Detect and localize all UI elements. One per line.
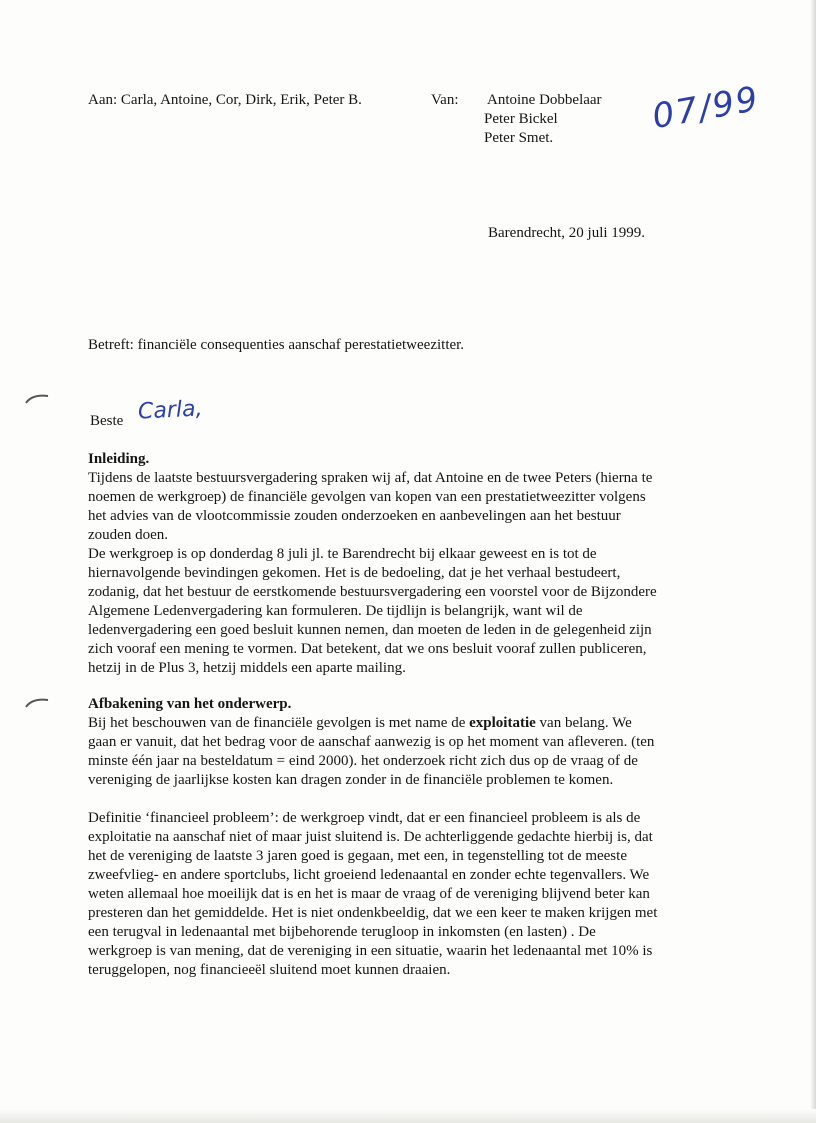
paragraph-line: presteren dan het gemiddelde. Het is niet ondenkbeeldig, dat we een keer te maken krijgen met <box>88 905 658 921</box>
page-edge-bottom <box>0 1109 816 1123</box>
emphasis-exploitatie: exploitatie <box>469 715 536 731</box>
sender-name-2: Peter Bickel <box>484 111 558 127</box>
paragraph-line: minste één jaar na besteldatum = eind 2000). het onderzoek richt zich dus op de vraag of de <box>88 753 638 769</box>
paragraph-line: zodanig, dat het bestuur de eerstkomende bestuursvergadering een voorstel voor de Bijzondere <box>88 584 657 600</box>
paragraph-line: Tijdens de laatste bestuursvergadering spraken wij af, dat Antoine en de twee Peters (hierna te <box>88 470 653 486</box>
paragraph-line: zouden doen. <box>88 527 168 543</box>
sender-name-1: Antoine Dobbelaar <box>487 92 602 108</box>
paragraph-line: De werkgroep is op donderdag 8 juli jl. te Barendrecht bij elkaar geweest en is tot de <box>88 546 597 562</box>
paragraph-line: ledenvergadering een goed besluit kunnen nemen, dan moeten de leden in de gelegenheid zijn <box>88 622 652 638</box>
paragraph-line: zweefvlieg- en andere sportclubs, licht groeiend ledenaantal en zonder echte tegenvallers. We <box>88 867 650 883</box>
paragraph-line: Definitie ‘financieel probleem’: de werkgroep vindt, dat er een financieel probleem is als de <box>88 810 641 826</box>
paragraph-line: teruggelopen, nog financieeël sluitend moet kunnen draaien. <box>88 962 451 978</box>
handwritten-reference: 07/99 <box>649 78 763 138</box>
punch-hole-top <box>24 392 50 406</box>
paragraph-line: het de vereniging de laatste 3 jaren goed is gegaan, met een, in tegenstelling tot de meeste <box>88 848 627 864</box>
paragraph-line: vereniging de jaarlijkse kosten kan dragen zonder in de financiële problemen te komen. <box>88 772 614 788</box>
paragraph-line: zich vooraf een mening te vormen. Dat betekent, dat we ons besluit vooraf zullen publiceren, <box>88 641 647 657</box>
salutation: Beste <box>90 413 124 429</box>
handwritten-recipient-name: Carla, <box>137 396 204 425</box>
date-line: Barendrecht, 20 juli 1999. <box>488 225 646 241</box>
section-heading: Afbakening van het onderwerp. <box>88 696 292 712</box>
paragraph-line <box>88 714 708 733</box>
punch-hole-bottom <box>24 696 50 710</box>
section-heading: Inleiding. <box>88 451 150 467</box>
paragraph-line: hetzij in de Plus 3, hetzij middels een aparte mailing. <box>88 660 406 676</box>
paragraph-line: exploitatie na aanschaf niet of maar juist sluitend is. De achterliggende gedachte hierbij is, dat <box>88 829 653 845</box>
section-inleiding <box>88 450 708 678</box>
text-run: van belang. We <box>535 715 632 731</box>
paragraph-line: weten allemaal hoe moeilijk dat is en het is maar de vraag of de vereniging blijvend beter kan <box>88 886 650 902</box>
subject-line: Betreft: financiële consequenties aanschaf perestatietweezitter. <box>88 337 465 353</box>
paragraph-spacer <box>88 790 708 809</box>
paragraph-line: het advies van de vlootcommissie zouden onderzoeken en aanbevelingen aan het bestuur <box>88 508 621 524</box>
paragraph-line: noemen de werkgroep) de financiële gevolgen van kopen van een prestatietweezitter volgens <box>88 489 646 505</box>
section-afbakening <box>88 695 708 980</box>
from-label: Van: <box>431 92 459 108</box>
page-edge-right <box>810 0 816 1123</box>
text-run: Bij het beschouwen van de financiële gevolgen is met name de <box>88 715 470 731</box>
paragraph-line: werkgroep is van mening, dat de vereniging in een situatie, waarin het ledenaantal met 10% is <box>88 943 653 959</box>
paragraph-line: gaan er vanuit, dat het bedrag voor de aanschaf aanwezig is op het moment van afleveren. (ten <box>88 734 655 750</box>
paragraph-line: hiernavolgende bevindingen gekomen. Het is de bedoeling, dat je het verhaal bestudeert, <box>88 565 621 581</box>
sender-name-3: Peter Smet. <box>484 130 554 146</box>
paragraph-line: een terugval in ledenaantal met bijbehorende terugloop in inkomsten (en lasten) . De <box>88 924 596 940</box>
recipients-line: Aan: Carla, Antoine, Cor, Dirk, Erik, Peter B. <box>88 92 362 108</box>
paragraph-line: Algemene Ledenvergadering kan formuleren. De tijdlijn is belangrijk, want wil de <box>88 603 583 619</box>
